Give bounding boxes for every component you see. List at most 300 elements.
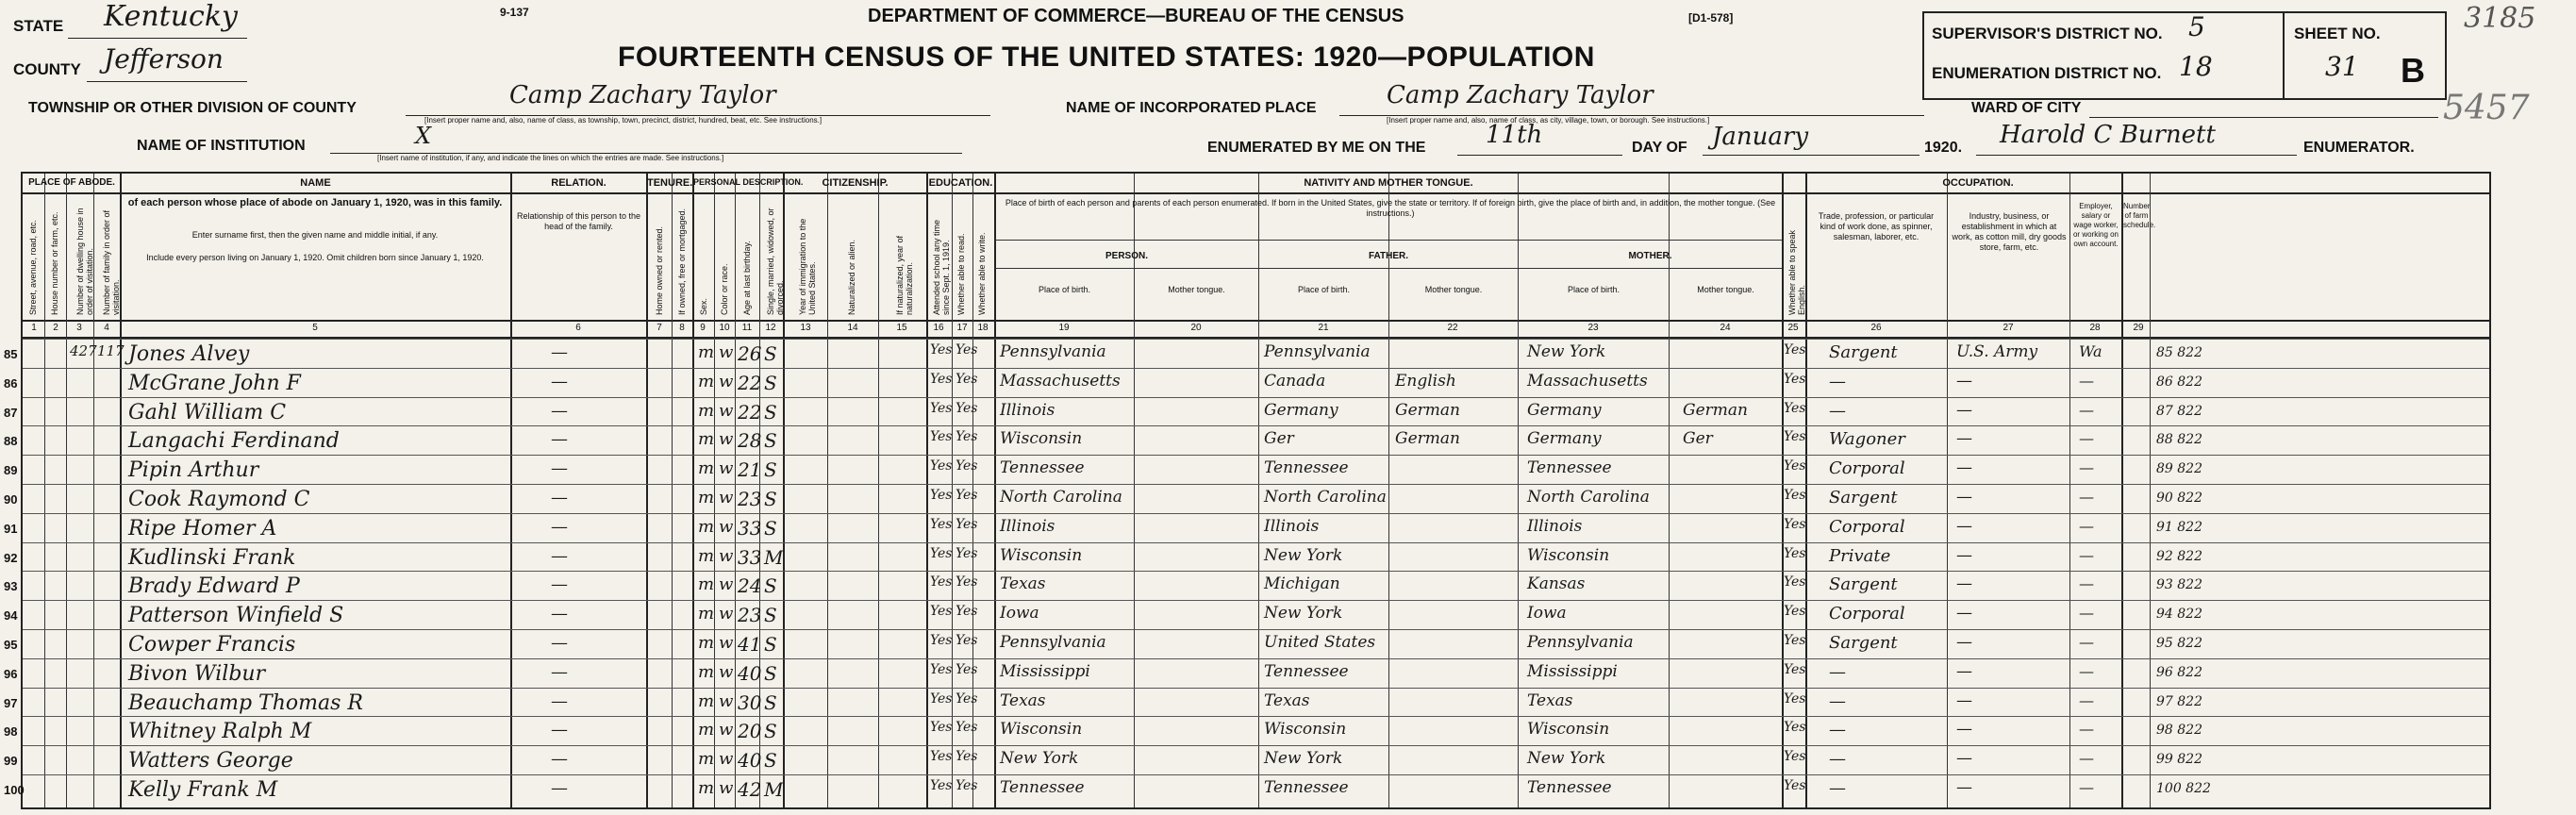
trade-cell: Corporal xyxy=(1829,458,1905,479)
table-row xyxy=(4,455,2489,485)
birth-cell: Tennessee xyxy=(1000,778,1085,797)
right-line-number: 87 822 xyxy=(2156,403,2202,419)
relation-cell: — xyxy=(551,545,568,566)
english-cell: Yes xyxy=(1784,633,1806,648)
incorporated-place-note: [Insert proper name and, also, name of class, as city, village, town, or borough. See instructions.] xyxy=(1387,116,1710,125)
ed-value: 18 xyxy=(2179,51,2213,82)
industry-cell: — xyxy=(1956,371,1972,391)
column-number-18: 18 xyxy=(977,323,989,333)
age-cell: 23 xyxy=(738,604,762,627)
relation-cell: — xyxy=(551,429,568,450)
immigration-label: Year of immigration to the United States. xyxy=(798,218,817,315)
marital-cell: S xyxy=(764,604,777,627)
right-line-number: 91 822 xyxy=(2156,519,2202,535)
birth-cell: Tennessee xyxy=(1000,458,1085,478)
trade-cell: Corporal xyxy=(1829,516,1905,537)
trade-cell: — xyxy=(1829,371,1846,391)
ward-value: 5457 xyxy=(2443,89,2530,127)
english-cell: Yes xyxy=(1784,458,1806,474)
relation-cell: — xyxy=(551,749,568,770)
color-cell: w xyxy=(719,371,734,391)
sex-cell: m xyxy=(698,749,715,770)
age-cell: 41 xyxy=(738,633,762,656)
citizenship-header: CITIZENSHIP. xyxy=(822,177,889,189)
marital-cell: S xyxy=(764,488,777,510)
table-row xyxy=(4,629,2489,659)
write-cell: Yes xyxy=(956,545,978,561)
person-birth-label: Place of birth. xyxy=(1038,285,1091,294)
ward-underline xyxy=(2089,117,2438,118)
english-cell: Yes xyxy=(1784,778,1806,793)
name-cell: Patterson Winfield S xyxy=(128,604,344,628)
name-cell: Brady Edward P xyxy=(128,574,300,599)
school-label: Attended school any time since Sept. 1, 1919. xyxy=(932,219,951,315)
naturalization-year-label: If naturalized, year of naturalization. xyxy=(895,235,914,315)
column-number-28: 28 xyxy=(2089,323,2101,333)
street-label: Street, avenue, road, etc. xyxy=(28,219,38,315)
age-cell: 26 xyxy=(738,342,762,365)
right-line-number: 88 822 xyxy=(2156,432,2202,448)
right-line-number: 85 822 xyxy=(2156,345,2202,360)
read-cell: Yes xyxy=(930,488,953,503)
department-title: DEPARTMENT OF COMMERCE—BUREAU OF THE CENSUS xyxy=(868,6,1404,26)
birth-cell: Iowa xyxy=(1000,604,1039,624)
industry-cell: — xyxy=(1956,429,1972,449)
english-cell: Yes xyxy=(1784,342,1806,358)
father-tongue-cell: English xyxy=(1395,371,1456,391)
table-row xyxy=(4,368,2489,398)
sex-cell: m xyxy=(698,778,715,798)
enumerated-label: ENUMERATED BY ME ON THE xyxy=(1207,140,1426,156)
name-cell: Jones Alvey xyxy=(128,342,250,366)
right-line-number: 100 822 xyxy=(2156,781,2211,796)
table-row xyxy=(4,658,2489,689)
write-cell: Yes xyxy=(956,400,978,416)
county-underline xyxy=(87,81,247,82)
table-row xyxy=(4,542,2489,573)
column-number-13: 13 xyxy=(800,323,811,333)
relation-cell: — xyxy=(551,661,568,682)
right-line-number: 89 822 xyxy=(2156,461,2202,477)
sex-cell: m xyxy=(698,545,715,566)
table-row xyxy=(4,600,2489,630)
write-cell: Yes xyxy=(956,720,978,736)
write-cell: Yes xyxy=(956,778,978,793)
mother-birth-cell: New York xyxy=(1527,342,1606,361)
name-cell: Pipin Arthur xyxy=(128,458,259,483)
column-number-19: 19 xyxy=(1058,323,1070,333)
birth-cell: Wisconsin xyxy=(1000,720,1083,740)
industry-cell: U.S. Army xyxy=(1956,342,2038,361)
sheet-label: SHEET NO. xyxy=(2294,25,2381,42)
employer-cell: — xyxy=(2079,720,2094,739)
birth-cell: Pennsylvania xyxy=(1000,342,1106,361)
marital-cell: M xyxy=(764,778,784,801)
read-cell: Yes xyxy=(930,458,953,474)
read-cell: Yes xyxy=(930,633,953,648)
family-cell: 117 xyxy=(97,342,125,359)
person-header: PERSON. xyxy=(1105,251,1148,261)
read-cell: Yes xyxy=(930,661,953,677)
write-cell: Yes xyxy=(956,690,978,707)
occupation-employer-label: Employer, salary or wage worker, or working on own account. xyxy=(2072,202,2119,248)
english-cell: Yes xyxy=(1784,749,1806,765)
mother-tongue-cell: German xyxy=(1683,400,1748,420)
column-number-6: 6 xyxy=(575,323,581,333)
trade-cell: — xyxy=(1829,749,1846,770)
table-row xyxy=(4,513,2489,543)
sex-cell: m xyxy=(698,516,715,537)
write-cell: Yes xyxy=(956,661,978,677)
color-cell: w xyxy=(719,342,734,362)
industry-cell: — xyxy=(1956,516,1972,536)
enumerated-day: 11th xyxy=(1486,121,1543,149)
color-cell: w xyxy=(719,488,734,507)
read-cell: Yes xyxy=(930,516,953,532)
year-label: 1920. xyxy=(1924,140,1963,156)
state-underline xyxy=(68,38,247,39)
column-number-divider-top xyxy=(23,320,2489,322)
sex-cell: m xyxy=(698,690,715,711)
column-number-3: 3 xyxy=(76,323,82,333)
relation-cell: — xyxy=(551,516,568,537)
employer-cell: — xyxy=(2079,749,2094,768)
father-birth-cell: Tennessee xyxy=(1264,661,1349,681)
industry-cell: — xyxy=(1956,749,1972,769)
father-tongue-cell: German xyxy=(1395,400,1460,420)
mother-birth-cell: Texas xyxy=(1527,690,1573,710)
read-cell: Yes xyxy=(930,574,953,590)
right-line-number: 94 822 xyxy=(2156,607,2202,623)
employer-cell: — xyxy=(2079,429,2094,448)
industry-cell: — xyxy=(1956,690,1972,710)
age-cell: 30 xyxy=(738,690,762,714)
name-cell: Beauchamp Thomas R xyxy=(128,690,363,715)
name-cell: Langachi Ferdinand xyxy=(128,429,340,454)
birth-cell: New York xyxy=(1000,749,1079,769)
marital-cell: S xyxy=(764,661,777,685)
institution-label: NAME OF INSTITUTION xyxy=(137,138,306,154)
color-cell: w xyxy=(719,545,734,566)
relation-cell: — xyxy=(551,342,568,362)
english-cell: Yes xyxy=(1784,690,1806,707)
age-cell: 22 xyxy=(738,400,762,424)
line-number: 86 xyxy=(4,375,18,391)
person-tongue-label: Mother tongue. xyxy=(1168,285,1225,294)
farm-schedule-label: Number of farm schedule. xyxy=(2123,202,2156,229)
color-cell: w xyxy=(719,400,734,421)
father-birth-cell: Texas xyxy=(1264,690,1310,710)
marital-cell: S xyxy=(764,400,777,424)
enumerator-label: ENUMERATOR. xyxy=(2303,140,2415,156)
line-number: 91 xyxy=(4,521,18,536)
birth-cell: Texas xyxy=(1000,574,1046,594)
marital-cell: S xyxy=(764,342,777,365)
sex-cell: m xyxy=(698,661,715,682)
sex-cell: m xyxy=(698,342,715,362)
father-birth-cell: Tennessee xyxy=(1264,778,1349,797)
mother-birth-label: Place of birth. xyxy=(1567,285,1620,294)
employer-cell: — xyxy=(2079,633,2094,651)
column-number-15: 15 xyxy=(896,323,907,333)
column-number-8: 8 xyxy=(679,323,685,333)
birth-cell: Massachusetts xyxy=(1000,371,1121,391)
name-cell: Cook Raymond C xyxy=(128,488,310,511)
name-description: of each person whose place of abode on January 1, 1920, was in this family. xyxy=(127,197,503,208)
trade-cell: Sargent xyxy=(1829,342,1898,362)
tenure-header: TENURE. xyxy=(647,177,693,189)
read-cell: Yes xyxy=(930,429,953,445)
mother-birth-cell: Germany xyxy=(1527,429,1602,449)
right-line-number: 86 822 xyxy=(2156,374,2202,390)
line-number: 96 xyxy=(4,666,18,681)
sex-cell: m xyxy=(698,488,715,507)
employer-cell: — xyxy=(2079,516,2094,535)
employer-cell: — xyxy=(2079,545,2094,564)
column-number-14: 14 xyxy=(847,323,858,333)
table-row xyxy=(4,745,2489,775)
township-note: [Insert proper name and, also, name of class, as township, town, precinct, district, hundred, beat, etc. See instructions.] xyxy=(424,116,823,125)
father-birth-cell: Canada xyxy=(1264,371,1326,391)
color-cell: w xyxy=(719,574,734,595)
trade-cell: Sargent xyxy=(1829,574,1898,595)
nativity-header: NATIVITY AND MOTHER TONGUE. xyxy=(1304,177,1473,189)
supervisor-label: SUPERVISOR'S DISTRICT NO. xyxy=(1932,25,2163,42)
line-number: 99 xyxy=(4,754,18,769)
english-cell: Yes xyxy=(1784,720,1806,736)
english-cell: Yes xyxy=(1784,400,1806,416)
institution-note: [Insert name of institution, if any, and indicate the lines on which the entries are made. See instructions.] xyxy=(377,154,724,162)
industry-cell: — xyxy=(1956,458,1972,478)
father-birth-cell: Ger xyxy=(1264,429,1294,449)
color-cell: w xyxy=(719,690,734,711)
write-cell: Yes xyxy=(956,429,978,445)
english-cell: Yes xyxy=(1784,488,1806,503)
line-number: 88 xyxy=(4,434,18,449)
father-birth-label: Place of birth. xyxy=(1297,285,1351,294)
trade-cell: Private xyxy=(1829,545,1891,566)
employer-cell: — xyxy=(2079,690,2094,709)
family-label: Number of family in order of visitation. xyxy=(102,209,121,315)
father-birth-cell: North Carolina xyxy=(1264,488,1387,507)
employer-cell: — xyxy=(2079,778,2094,796)
employer-cell: — xyxy=(2079,371,2094,390)
page-title: FOURTEENTH CENSUS OF THE UNITED STATES: 1920—POPULATION xyxy=(618,42,1595,73)
dwelling-label: Number of dwelling house in order of visitation. xyxy=(75,208,94,315)
ed-label: ENUMERATION DISTRICT NO. xyxy=(1932,64,2162,82)
name-instruction-2: Include every person living on January 1, 1920. Omit children born since January 1, 1920. xyxy=(146,253,484,262)
column-number-16: 16 xyxy=(933,323,944,333)
read-label: Whether able to read. xyxy=(956,233,966,315)
age-cell: 23 xyxy=(738,488,762,510)
mother-birth-cell: Tennessee xyxy=(1527,458,1612,478)
color-cell: w xyxy=(719,661,734,682)
right-line-number: 92 822 xyxy=(2156,548,2202,564)
occupation-industry-label: Industry, business, or establishment in which at work, as cotton mill, dry goods store, farm, etc. xyxy=(1952,211,2067,252)
line-number: 97 xyxy=(4,695,18,710)
age-cell: 24 xyxy=(738,574,762,598)
industry-cell: — xyxy=(1956,720,1972,740)
table-row xyxy=(4,688,2489,718)
township-value: Camp Zachary Taylor xyxy=(509,81,776,109)
column-number-17: 17 xyxy=(956,323,968,333)
industry-cell: — xyxy=(1956,604,1972,624)
name-cell: Ripe Homer A xyxy=(128,516,277,541)
relation-cell: — xyxy=(551,720,568,740)
marital-cell: S xyxy=(764,720,777,743)
column-number-27: 27 xyxy=(2003,323,2014,333)
read-cell: Yes xyxy=(930,749,953,765)
employer-cell: Wa xyxy=(2079,342,2102,360)
county-value: Jefferson xyxy=(104,43,224,75)
month-underline xyxy=(1703,155,1920,156)
right-line-number: 99 822 xyxy=(2156,752,2202,768)
age-cell: 40 xyxy=(738,661,762,685)
read-cell: Yes xyxy=(930,604,953,620)
table-row xyxy=(4,484,2489,514)
enumerator-value: Harold C Burnett xyxy=(2000,121,2216,149)
mother-birth-cell: Wisconsin xyxy=(1527,545,1610,565)
name-cell: Whitney Ralph M xyxy=(128,720,312,744)
name-instruction-1: Enter surname first, then the given name and middle initial, if any. xyxy=(191,230,439,240)
employer-cell: — xyxy=(2079,661,2094,680)
personal-header: PERSONAL DESCRIPTION. xyxy=(693,177,804,187)
marital-cell: M xyxy=(764,545,784,569)
father-birth-cell: New York xyxy=(1264,604,1343,624)
table-row xyxy=(4,339,2489,369)
industry-cell: — xyxy=(1956,574,1972,594)
father-tongue-label: Mother tongue. xyxy=(1424,285,1483,294)
right-line-number: 95 822 xyxy=(2156,636,2202,651)
name-cell: Kelly Frank M xyxy=(128,778,278,802)
read-cell: Yes xyxy=(930,778,953,793)
color-cell: w xyxy=(719,633,734,653)
month-value: January xyxy=(1712,123,1809,151)
name-cell: McGrane John F xyxy=(128,371,301,395)
industry-cell: — xyxy=(1956,400,1972,420)
line-number: 85 xyxy=(4,347,18,361)
column-number-4: 4 xyxy=(104,323,109,333)
column-number-29: 29 xyxy=(2133,323,2144,333)
column-number-25: 25 xyxy=(1787,323,1799,333)
right-line-number: 98 822 xyxy=(2156,723,2202,739)
group-header-divider xyxy=(23,192,2489,194)
sex-cell: m xyxy=(698,574,715,595)
write-cell: Yes xyxy=(956,574,978,590)
english-cell: Yes xyxy=(1784,429,1806,445)
sex-cell: m xyxy=(698,371,715,391)
father-birth-cell: Tennessee xyxy=(1264,458,1349,478)
marital-cell: S xyxy=(764,516,777,540)
sheet-stamp: 3185 xyxy=(2464,2,2536,35)
trade-cell: — xyxy=(1829,400,1846,421)
abode-header: PLACE OF ABODE. xyxy=(28,177,115,188)
house-label: House number or farm, etc. xyxy=(50,211,59,315)
table-row xyxy=(4,774,2489,805)
column-number-10: 10 xyxy=(719,323,730,333)
read-cell: Yes xyxy=(930,371,953,387)
mother-birth-cell: Wisconsin xyxy=(1527,720,1610,740)
industry-cell: — xyxy=(1956,661,1972,681)
line-number: 94 xyxy=(4,608,18,624)
education-header: EDUCATION. xyxy=(928,177,993,189)
relation-cell: — xyxy=(551,400,568,421)
naturalized-label: Naturalized or alien. xyxy=(847,239,856,315)
father-tongue-cell: German xyxy=(1395,429,1460,449)
color-cell: w xyxy=(719,604,734,624)
age-cell: 40 xyxy=(738,749,762,773)
birth-cell: North Carolina xyxy=(1000,488,1122,507)
column-number-5: 5 xyxy=(312,323,318,333)
mother-birth-cell: North Carolina xyxy=(1527,488,1650,507)
trade-cell: Sargent xyxy=(1829,488,1898,507)
read-cell: Yes xyxy=(930,720,953,736)
trade-cell: — xyxy=(1829,778,1846,798)
column-number-1: 1 xyxy=(31,323,37,333)
column-number-24: 24 xyxy=(1720,323,1731,333)
table-row xyxy=(4,716,2489,746)
trade-cell: — xyxy=(1829,720,1846,740)
age-cell: 28 xyxy=(738,429,762,453)
nativity-description: Place of birth of each person and parents of each person enumerated. If born in the United States, give the state or territory. If of foreign birth, give the place of birth and, in addition, the mother tongue. (See instructions.) xyxy=(1005,198,1776,218)
trade-cell: Corporal xyxy=(1829,604,1905,624)
color-cell: w xyxy=(719,720,734,740)
birth-cell: Illinois xyxy=(1000,400,1055,420)
father-birth-cell: Michigan xyxy=(1264,574,1340,594)
mother-birth-cell: Kansas xyxy=(1527,574,1586,594)
mortgage-label: If owned, free or mortgaged. xyxy=(677,208,687,315)
form-code: [D1-578] xyxy=(1688,11,1734,25)
column-number-22: 22 xyxy=(1447,323,1458,333)
employer-cell: — xyxy=(2079,488,2094,506)
incorporated-place-label: NAME OF INCORPORATED PLACE xyxy=(1066,100,1317,116)
color-cell: w xyxy=(719,429,734,450)
mother-header: MOTHER. xyxy=(1628,251,1672,261)
relation-cell: — xyxy=(551,690,568,711)
employer-cell: — xyxy=(2079,604,2094,623)
age-cell: 33 xyxy=(738,516,762,540)
marital-label: Single, married, widowed, or divorced. xyxy=(766,208,785,315)
write-cell: Yes xyxy=(956,488,978,503)
father-birth-cell: United States xyxy=(1264,633,1376,652)
relation-cell: — xyxy=(551,778,568,798)
incorporated-place-value: Camp Zachary Taylor xyxy=(1387,81,1654,109)
column-number-26: 26 xyxy=(1870,323,1882,333)
occupation-trade-label: Trade, profession, or particular kind of work done, as spinner, salesman, laborer, etc. xyxy=(1818,211,1935,241)
trade-cell: Sargent xyxy=(1829,633,1898,653)
marital-cell: S xyxy=(764,690,777,714)
table-row xyxy=(4,397,2489,427)
color-cell: w xyxy=(719,458,734,479)
township-label: TOWNSHIP OR OTHER DIVISION OF COUNTY xyxy=(28,100,357,116)
trade-cell: Wagoner xyxy=(1829,429,1905,450)
sex-cell: m xyxy=(698,604,715,624)
english-cell: Yes xyxy=(1784,604,1806,620)
occupation-header: OCCUPATION. xyxy=(1942,177,2014,189)
english-label: Whether able to speak English. xyxy=(1787,229,1806,315)
age-cell: 20 xyxy=(738,720,762,743)
line-number: 100 xyxy=(4,783,25,797)
state-value: Kentucky xyxy=(104,0,238,33)
mother-birth-cell: Germany xyxy=(1527,400,1602,420)
name-cell: Bivon Wilbur xyxy=(128,661,266,686)
name-header: NAME xyxy=(300,177,331,189)
trade-cell: — xyxy=(1829,661,1846,682)
birth-cell: Illinois xyxy=(1000,516,1055,536)
mother-birth-cell: Massachusetts xyxy=(1527,371,1648,391)
relation-cell: — xyxy=(551,458,568,479)
right-line-number: 93 822 xyxy=(2156,577,2202,593)
